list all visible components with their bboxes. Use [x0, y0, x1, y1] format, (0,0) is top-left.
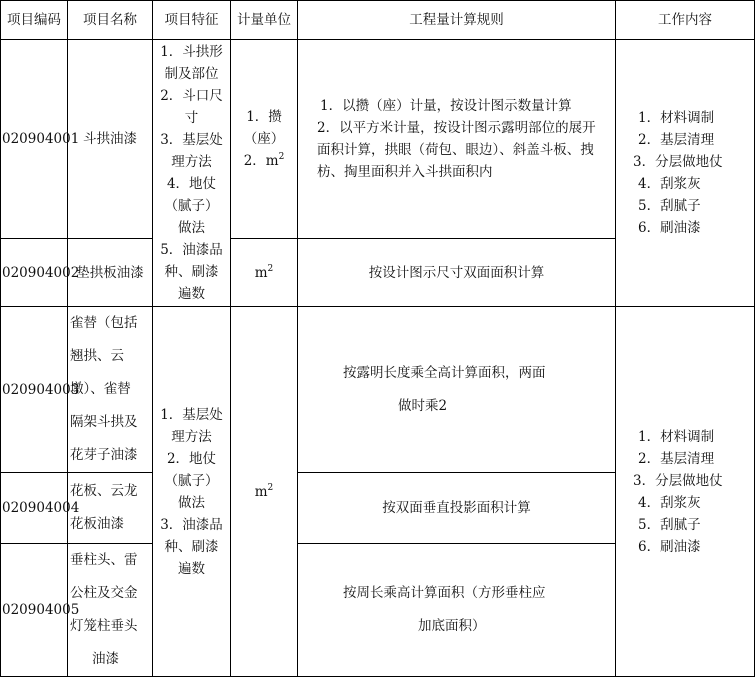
item-code: 020904002	[1, 239, 68, 307]
item-code: 020904004	[1, 473, 68, 544]
header-code: 项目编码	[1, 1, 68, 40]
item-rule: 按设计图示尺寸双面面积计算	[298, 239, 616, 307]
table-row	[1, 40, 755, 239]
header-work: 工作内容	[616, 1, 755, 40]
item-work-content: 1．材料调制 2．基层清理 3．分层做地仗 4．刮浆灰 5．刮腻子 6．刷油漆	[616, 40, 755, 307]
item-code: 020904003	[1, 307, 68, 473]
item-name: 雀替（包括 翘拱、云 墩）、雀替 隔架斗拱及 花芽子油漆	[68, 307, 153, 473]
item-name: 垂柱头、雷 公柱及交金 灯笼柱垂头 油漆	[68, 544, 153, 677]
item-features: 1．斗拱形 制及部位 2．斗口尺 寸 3．基层处 理方法 4．地仗 （腻子） 做法 5．油漆品 种、刷漆 遍数	[153, 40, 231, 307]
item-name: 垫拱板油漆	[68, 239, 153, 307]
item-name: 斗拱油漆	[68, 40, 153, 239]
header-row	[1, 1, 755, 40]
item-code: 020904005	[1, 544, 68, 677]
table-row	[1, 307, 755, 473]
item-features: 1．基层处 理方法 2．地仗 （腻子） 做法 3．油漆品 种、刷漆 遍数	[153, 307, 231, 677]
item-rule: 1．以攒（座）计量，按设计图示数量计算 2．以平方米计量，按设计图示露明部位的展开 面积计算，拱眼（荷包、眼边）、斜盖斗板、拽 枋、掏里面积并入斗拱面积内	[298, 40, 616, 239]
item-name: 花板、云龙 花板油漆	[68, 473, 153, 544]
item-unit: $m^2$	[231, 307, 298, 677]
header-unit: 计量单位	[231, 1, 298, 40]
item-code: 020904001	[1, 40, 68, 239]
item-rule: 按周长乘高计算面积（方形垂柱应 加底面积）	[298, 544, 616, 677]
header-name: 项目名称	[68, 1, 153, 40]
header-feature: 项目特征	[153, 1, 231, 40]
item-unit: 1．攒 （座） 2．$m^2$	[231, 40, 298, 239]
item-unit: $m^2$	[231, 239, 298, 307]
item-rule: 按双面垂直投影面积计算	[298, 473, 616, 544]
header-rule: 工程量计算规则	[298, 1, 616, 40]
item-work-content: 1．材料调制 2．基层清理 3．分层做地仗 4．刮浆灰 5．刮腻子 6．刷油漆	[616, 307, 755, 677]
item-rule: 按露明长度乘全高计算面积，两面 做时乘2	[298, 307, 616, 473]
